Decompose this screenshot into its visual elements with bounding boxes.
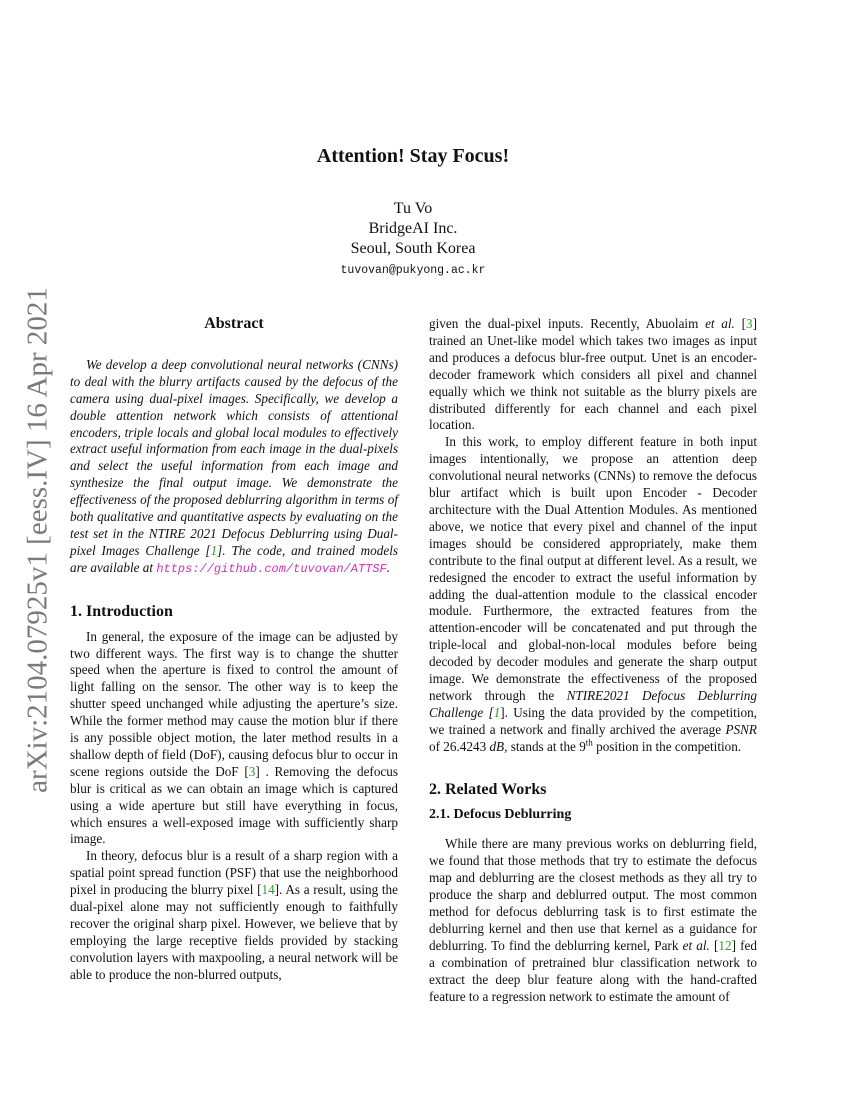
citation-link[interactable]: 14 — [261, 882, 275, 898]
abstract-text-3: . — [386, 559, 391, 575]
right-p3-text-b: ] fed a combination of pretrained blur classification network to extract the deep blur feature along with the hand-crafted feature to a regression network to estimate the amount of — [429, 937, 757, 1004]
right-p2-text-d: , stands at the 9 — [504, 738, 586, 754]
defocus-deblurring-heading: 2.1. Defocus Deblurring — [429, 807, 572, 823]
right-paragraph-3 — [429, 836, 757, 1005]
right-p2-text-c: of — [429, 738, 444, 754]
et-al-text: et al. — [682, 937, 710, 953]
right-p1-text-b: ] trained an Unet-like model which takes two images as input and produces a defocus blur-free output. Unet is an encoder-decoder framework which considers all pixel and channel equally which we think not suitable as the blurry pixels are distributed differently for each channel and each pixel location. — [429, 316, 757, 433]
et-al-text: et al. — [705, 316, 735, 331]
right-p3-text-a: While there are many previous works on deblurring field, we found that those methods that try to estimate the defocus map and deblurring are the closest methods as they all try to produce the sharp and deblurred output. The most common method for defocus deblurring task is to first estimate the deblurring kernel and then use that kernel as a guidance for deblurring. To find the deblurring kernel, Park — [429, 836, 757, 953]
psnr-value: 26.4243 — [443, 738, 487, 754]
left-column — [70, 316, 398, 984]
arxiv-identifier: arXiv:2104.07925v1 [eess.IV] 16 Apr 2021 — [21, 287, 54, 793]
author-location: Seoul, South Korea — [350, 240, 476, 257]
intro-paragraph-2 — [70, 848, 398, 983]
intro-p1-text-a: In general, the exposure of the image can be adjusted by two different ways. The first way is to change the shutter speed when the aperture is fixed to control the amount of light falling on the sensor. The other way is to keep the shutter speed unchanged while adjusting the aperture’s size. While the former method may cause the motion blur if there is any possible object motion, the later method results in a shallow depth of field (DoF), causing defocus blur to occur in scene regions outside the DoF [ — [70, 628, 398, 779]
psnr-unit: dB — [489, 738, 505, 754]
right-paragraph-1 — [429, 316, 757, 434]
bracket-open: [ — [483, 704, 494, 720]
introduction-heading: 1. Introduction — [70, 602, 173, 620]
right-p2-text-e: position in the competition. — [592, 738, 742, 754]
bracket-open: [ — [734, 316, 746, 331]
intro-p1-text-b: ] . Removing the defocus blur is critical as we can obtain an image which is captured using a wide aperture but still have everything in focus, which ensures a well-exposed image with sufficiently sharp image. — [70, 763, 398, 847]
author-affiliation: BridgeAI Inc. — [368, 220, 458, 237]
paper-title: Attention! Stay Focus! — [316, 145, 510, 167]
intro-p2-text-a: In theory, defocus blur is a result of a sharp region with a spatial point spread function (PSF) that use the neighborhood pixel in producing the blurry pixel [ — [70, 848, 398, 898]
citation-link[interactable]: 1 — [493, 704, 501, 720]
right-paragraph-2 — [429, 434, 757, 755]
abstract-text-2: ]. The code, and trained models are available at — [70, 542, 398, 575]
author-email[interactable]: tuvovan@pukyong.ac.kr — [340, 264, 486, 277]
right-p2-text-a: In this work, to employ different feature in both input images intentionally, we propose an attention deep convolutional neural networks (CNNs) to remove the defocus blur artifact which is built upon Encoder - Decoder architecture with the Dual Attention Modules. As mentioned above, we notice that every pixel and channel of the input images should be considered appropriately, make them contribute to the final output at different level. As a result, we redesigned the encoder to extract the useful information by adding the dual-attention module to the classical encoder module. Furthermore, the extracted features from the attention-encoder will be concatenated and put through the triple-local and global-non-local modules before being decoded by decoder modules and generate the sharp output image. We demonstrate the effectiveness of the proposed network through the — [429, 434, 757, 703]
citation-link[interactable]: 12 — [718, 937, 732, 953]
abstract-paragraph — [70, 357, 398, 578]
citation-link[interactable]: 1 — [210, 542, 218, 558]
citation-link[interactable]: 3 — [248, 763, 256, 779]
intro-paragraph-1 — [70, 629, 398, 849]
author-block — [0, 199, 826, 281]
citation-link[interactable]: 3 — [745, 316, 753, 331]
abstract-text-1: We develop a deep convolutional neural networks (CNNs) to deal with the blurry artifacts caused by the defocus of the camera using dual-pixel images. Specifically, we develop a double attention network which consists of attentional encoders, triple locals and global local modules to effectively extract useful information from each image in the dual-pixels and select the useful information from each image and synthesize the final output image. We demonstrate the effectiveness of the proposed deblurring algorithm in terms of both qualitative and quantitative aspects by evaluating on the test set in the NTIRE 2021 Defocus Deblurring using Dual-pixel Images Challenge [ — [70, 356, 398, 558]
arxiv-sidebar-stamp — [18, 287, 58, 793]
right-p1-text-a: given the dual-pixel inputs. Recently, Abuolaim — [429, 316, 706, 331]
challenge-name: NTIRE2021 Defocus Deblurring Challenge — [429, 687, 757, 720]
author-name: Tu Vo — [393, 200, 433, 217]
bracket-open: [ — [709, 937, 719, 953]
rank-superscript: th — [585, 737, 593, 748]
psnr-label: PSNR — [725, 721, 757, 737]
right-column — [429, 316, 757, 1005]
right-p2-text-b: ]. Using the data provided by the competition, we trained a network and finally archived the average — [429, 704, 757, 737]
intro-p2-text-b: ]. As a result, using the dual-pixel alone may not sufficiently enough to faithfully recover the original sharp pixel. However, we believe that by employing the large receptive fields provided by stacking convolution layers with maxpooling, a neural network will be able to produce the non-blurred outputs, — [70, 882, 398, 982]
abstract-heading: Abstract — [204, 315, 264, 332]
related-works-heading: 2. Related Works — [429, 780, 547, 798]
abstract-body — [70, 357, 398, 578]
github-link[interactable]: https://github.com/tuvovan/ATTSF — [156, 561, 387, 576]
